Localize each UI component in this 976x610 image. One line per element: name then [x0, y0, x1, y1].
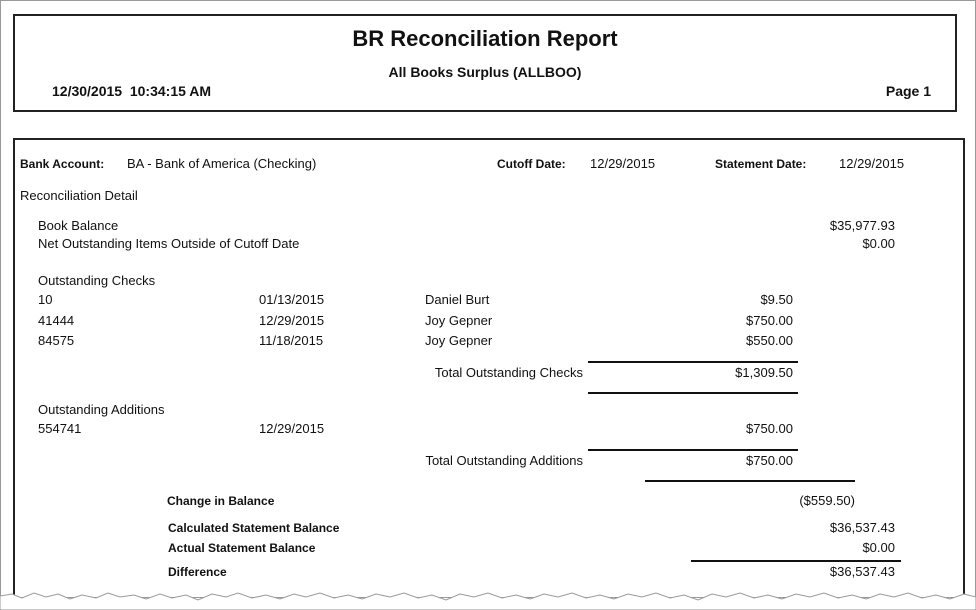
total-outstanding-checks-value: $1,309.50 — [735, 365, 793, 380]
check-amount: $550.00 — [746, 333, 793, 348]
calculated-statement-balance-label: Calculated Statement Balance — [168, 521, 340, 535]
actual-statement-balance-label: Actual Statement Balance — [168, 541, 316, 555]
total-outstanding-additions-label: Total Outstanding Additions — [425, 453, 583, 468]
total-line-top — [588, 361, 798, 363]
check-payee: Daniel Burt — [425, 292, 490, 307]
reconciliation-detail-heading: Reconciliation Detail — [20, 188, 138, 203]
total-line-bottom — [588, 392, 798, 394]
actual-statement-balance-value: $0.00 — [862, 540, 895, 555]
check-number: 41444 — [38, 313, 75, 328]
bank-account-value: BA - Bank of America (Checking) — [127, 156, 317, 171]
report-header — [13, 14, 957, 112]
calculated-statement-balance-value: $36,537.43 — [829, 520, 895, 535]
statement-date-value: 12/29/2015 — [839, 156, 905, 171]
book-balance-label: Book Balance — [38, 218, 119, 233]
check-date: 11/18/2015 — [259, 333, 324, 348]
addition-date: 12/29/2015 — [259, 421, 325, 436]
cutoff-date-label: Cutoff Date: — [497, 157, 566, 171]
summary-line — [645, 480, 855, 482]
check-number: 10 — [38, 292, 53, 307]
check-amount: $750.00 — [746, 313, 793, 328]
change-in-balance-value: ($559.50) — [799, 493, 855, 508]
check-payee: Joy Gepner — [425, 333, 493, 348]
page-number: Page 1 — [885, 83, 931, 99]
cutoff-date-value: 12/29/2015 — [590, 156, 656, 171]
check-date: 01/13/2015 — [259, 292, 325, 307]
difference-line — [691, 560, 901, 562]
difference-label: Difference — [168, 565, 227, 579]
statement-date-label: Statement Date: — [715, 157, 807, 171]
report-body — [13, 138, 965, 608]
bank-account-label: Bank Account: — [20, 157, 105, 171]
net-outstanding-value: $0.00 — [862, 236, 895, 251]
check-date: 12/29/2015 — [259, 313, 325, 328]
book-balance-value: $35,977.93 — [829, 218, 895, 233]
report-title: BR Reconciliation Report — [352, 26, 618, 51]
outstanding-checks-heading: Outstanding Checks — [38, 273, 156, 288]
check-payee: Joy Gepner — [425, 313, 493, 328]
total-outstanding-checks-label: Total Outstanding Checks — [434, 365, 583, 380]
check-amount: $9.50 — [760, 292, 793, 307]
addition-number: 554741 — [38, 421, 82, 436]
change-in-balance-label: Change in Balance — [167, 494, 275, 508]
report-datetime: 12/30/2015 10:34:15 AM — [52, 83, 212, 99]
torn-edge — [0, 588, 976, 610]
company-name: All Books Surplus (ALLBOO) — [388, 64, 582, 80]
outstanding-additions-heading: Outstanding Additions — [38, 402, 165, 417]
total-outstanding-additions-value: $750.00 — [746, 453, 793, 468]
net-outstanding-label: Net Outstanding Items Outside of Cutoff Date — [38, 236, 300, 251]
total-line-top — [588, 449, 798, 451]
addition-amount: $750.00 — [746, 421, 793, 436]
difference-value: $36,537.43 — [829, 564, 895, 579]
check-number: 84575 — [38, 333, 75, 348]
